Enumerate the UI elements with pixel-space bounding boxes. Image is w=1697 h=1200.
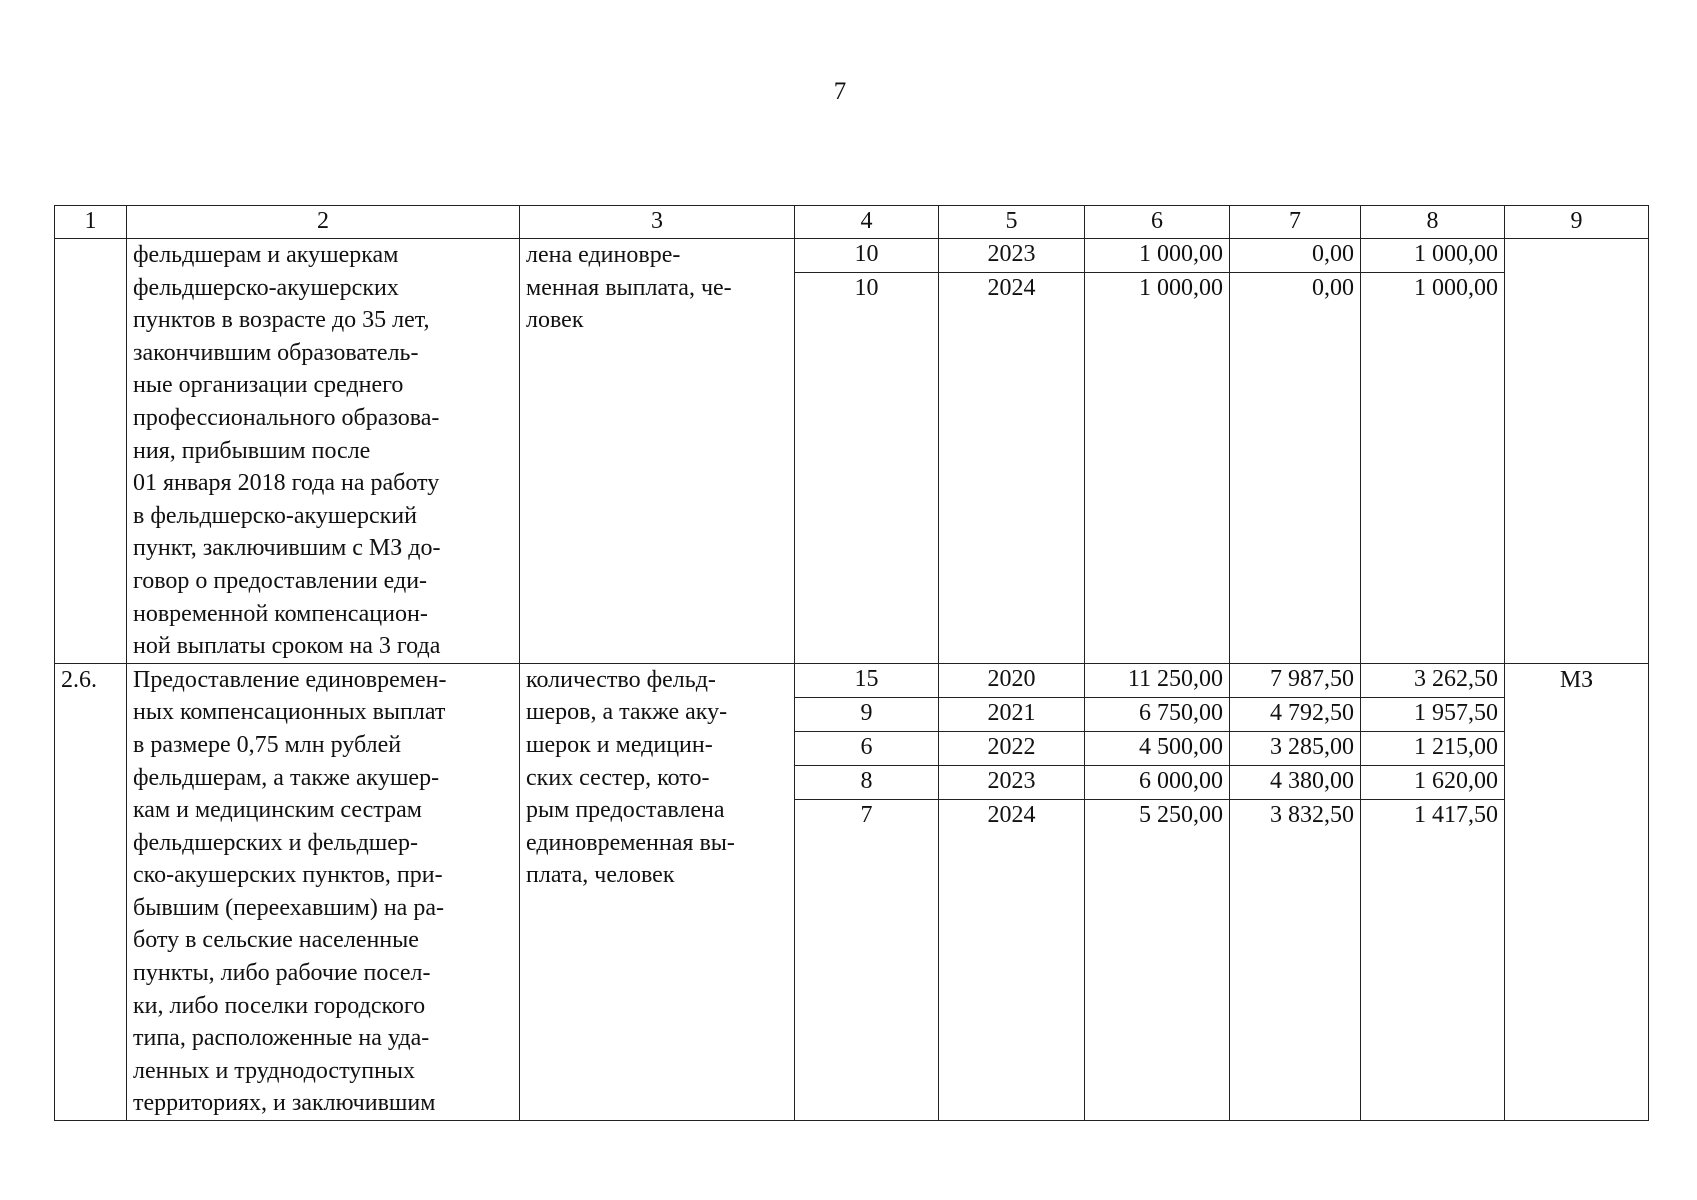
block-2-row	[55, 663, 1649, 697]
value-cell-total: 5 250,00	[1085, 799, 1230, 1120]
value-cell-count: 6	[795, 731, 939, 765]
description-line: Предоставление единовремен-	[133, 666, 447, 693]
value-cell-year: 2020	[939, 663, 1085, 697]
header-cell-3: 3	[520, 206, 795, 239]
value-cell-total: 4 500,00	[1085, 731, 1230, 765]
description-line: ленных и труднодоступных	[133, 1057, 416, 1084]
value-cell-count: 10	[795, 273, 939, 664]
value-cell-count: 7	[795, 799, 939, 1120]
block-2-description-cell	[127, 663, 520, 1120]
description-line: пункты, либо рабочие посел-	[133, 960, 431, 987]
block-2-indicator-cell	[520, 663, 795, 1120]
description-line: ки, либо поселки городского	[133, 992, 426, 1019]
value-cell-federal: 3 832,50	[1230, 799, 1361, 1120]
description-line: 01 января 2018 года на работу	[133, 470, 440, 497]
indicator-line: лена единовре-	[526, 242, 681, 268]
value-cell-federal: 4 380,00	[1230, 765, 1361, 799]
description-line: в фельдшерско-акушерский	[133, 502, 417, 529]
block-1-executor-cell	[1505, 239, 1649, 664]
column-number-row	[55, 206, 1649, 239]
value-cell-regional: 1 620,00	[1361, 765, 1505, 799]
value-cell-year: 2023	[939, 765, 1085, 799]
description-line: фельдшерам, а также акушер-	[133, 764, 440, 791]
value-cell-total: 1 000,00	[1085, 273, 1230, 664]
description-line: новременной компенсацион-	[133, 600, 428, 627]
description-line: бывшим (переехавшим) на ра-	[133, 894, 444, 921]
description-line: ния, прибывшим после	[133, 437, 371, 464]
indicator-line: плата, человек	[526, 862, 675, 889]
value-cell-year: 2022	[939, 731, 1085, 765]
value-cell-regional: 1 215,00	[1361, 731, 1505, 765]
value-cell-total: 6 750,00	[1085, 697, 1230, 731]
program-table	[54, 205, 1649, 1121]
indicator-line: шерок и медицин-	[526, 731, 713, 758]
value-cell-count: 10	[795, 239, 939, 273]
value-cell-regional: 3 262,50	[1361, 663, 1505, 697]
value-cell-count: 15	[795, 663, 939, 697]
value-cell-total: 1 000,00	[1085, 239, 1230, 273]
description-line: ных компенсационных выплат	[133, 699, 446, 726]
description-line: фельдшерско-акушерских	[133, 274, 399, 301]
header-cell-9: 9	[1505, 206, 1649, 239]
description-line: закончившим образователь-	[133, 339, 419, 366]
value-cell-total: 6 000,00	[1085, 765, 1230, 799]
description-line: фельдшерам и акушеркам	[133, 242, 399, 268]
indicator-line: шеров, а также аку-	[526, 699, 728, 726]
value-cell-federal: 3 285,00	[1230, 731, 1361, 765]
header-cell-6: 6	[1085, 206, 1230, 239]
header-cell-4: 4	[795, 206, 939, 239]
value-cell-year: 2021	[939, 697, 1085, 731]
value-cell-year: 2024	[939, 273, 1085, 664]
description-line: ные организации среднего	[133, 372, 404, 399]
block-2-index-cell: 2.6.	[55, 663, 127, 1120]
description-line: ной выплаты сроком на 3 года	[133, 633, 441, 660]
description-line: говор о предоставлении еди-	[133, 567, 428, 594]
page-number: 7	[833, 78, 847, 105]
value-cell-year: 2024	[939, 799, 1085, 1120]
block-1-index-cell	[55, 239, 127, 664]
value-cell-year: 2023	[939, 239, 1085, 273]
value-cell-count: 8	[795, 765, 939, 799]
value-cell-regional: 1 000,00	[1361, 273, 1505, 664]
header-cell-7: 7	[1230, 206, 1361, 239]
indicator-line: ских сестер, кото-	[526, 764, 710, 791]
description-line: профессионального образова-	[133, 404, 440, 431]
value-cell-federal: 0,00	[1230, 239, 1361, 273]
description-line: территориях, и заключившим	[133, 1090, 436, 1117]
value-cell-regional: 1 957,50	[1361, 697, 1505, 731]
value-cell-federal: 0,00	[1230, 273, 1361, 664]
header-cell-8: 8	[1361, 206, 1505, 239]
value-cell-federal: 4 792,50	[1230, 697, 1361, 731]
block-1-indicator-cell	[520, 239, 795, 664]
block-1-description-cell	[127, 239, 520, 664]
description-line: пунктов в возрасте до 35 лет,	[133, 307, 430, 334]
description-line: боту в сельские населенные	[133, 927, 419, 954]
indicator-line: рым предоставлена	[526, 797, 725, 824]
value-cell-total: 11 250,00	[1085, 663, 1230, 697]
value-cell-federal: 7 987,50	[1230, 663, 1361, 697]
value-cell-regional: 1 000,00	[1361, 239, 1505, 273]
value-cell-regional: 1 417,50	[1361, 799, 1505, 1120]
description-line: фельдшерских и фельдшер-	[133, 829, 418, 856]
description-line: пункт, заключившим с МЗ до-	[133, 535, 441, 562]
header-cell-1: 1	[55, 206, 127, 239]
header-cell-5: 5	[939, 206, 1085, 239]
value-cell-count: 9	[795, 697, 939, 731]
block-1-row	[55, 239, 1649, 273]
description-line: типа, расположенные на уда-	[133, 1025, 430, 1052]
indicator-line: менная выплата, че-	[526, 274, 732, 301]
indicator-line: количество фельд-	[526, 666, 716, 693]
header-cell-2: 2	[127, 206, 520, 239]
description-line: в размере 0,75 млн рублей	[133, 731, 402, 758]
indicator-line: единовременная вы-	[526, 829, 735, 856]
description-line: кам и медицинским сестрам	[133, 797, 422, 824]
block-2-executor-cell: МЗ	[1505, 663, 1649, 1120]
indicator-line: ловек	[526, 307, 584, 334]
description-line: ско-акушерских пунктов, при-	[133, 862, 443, 889]
